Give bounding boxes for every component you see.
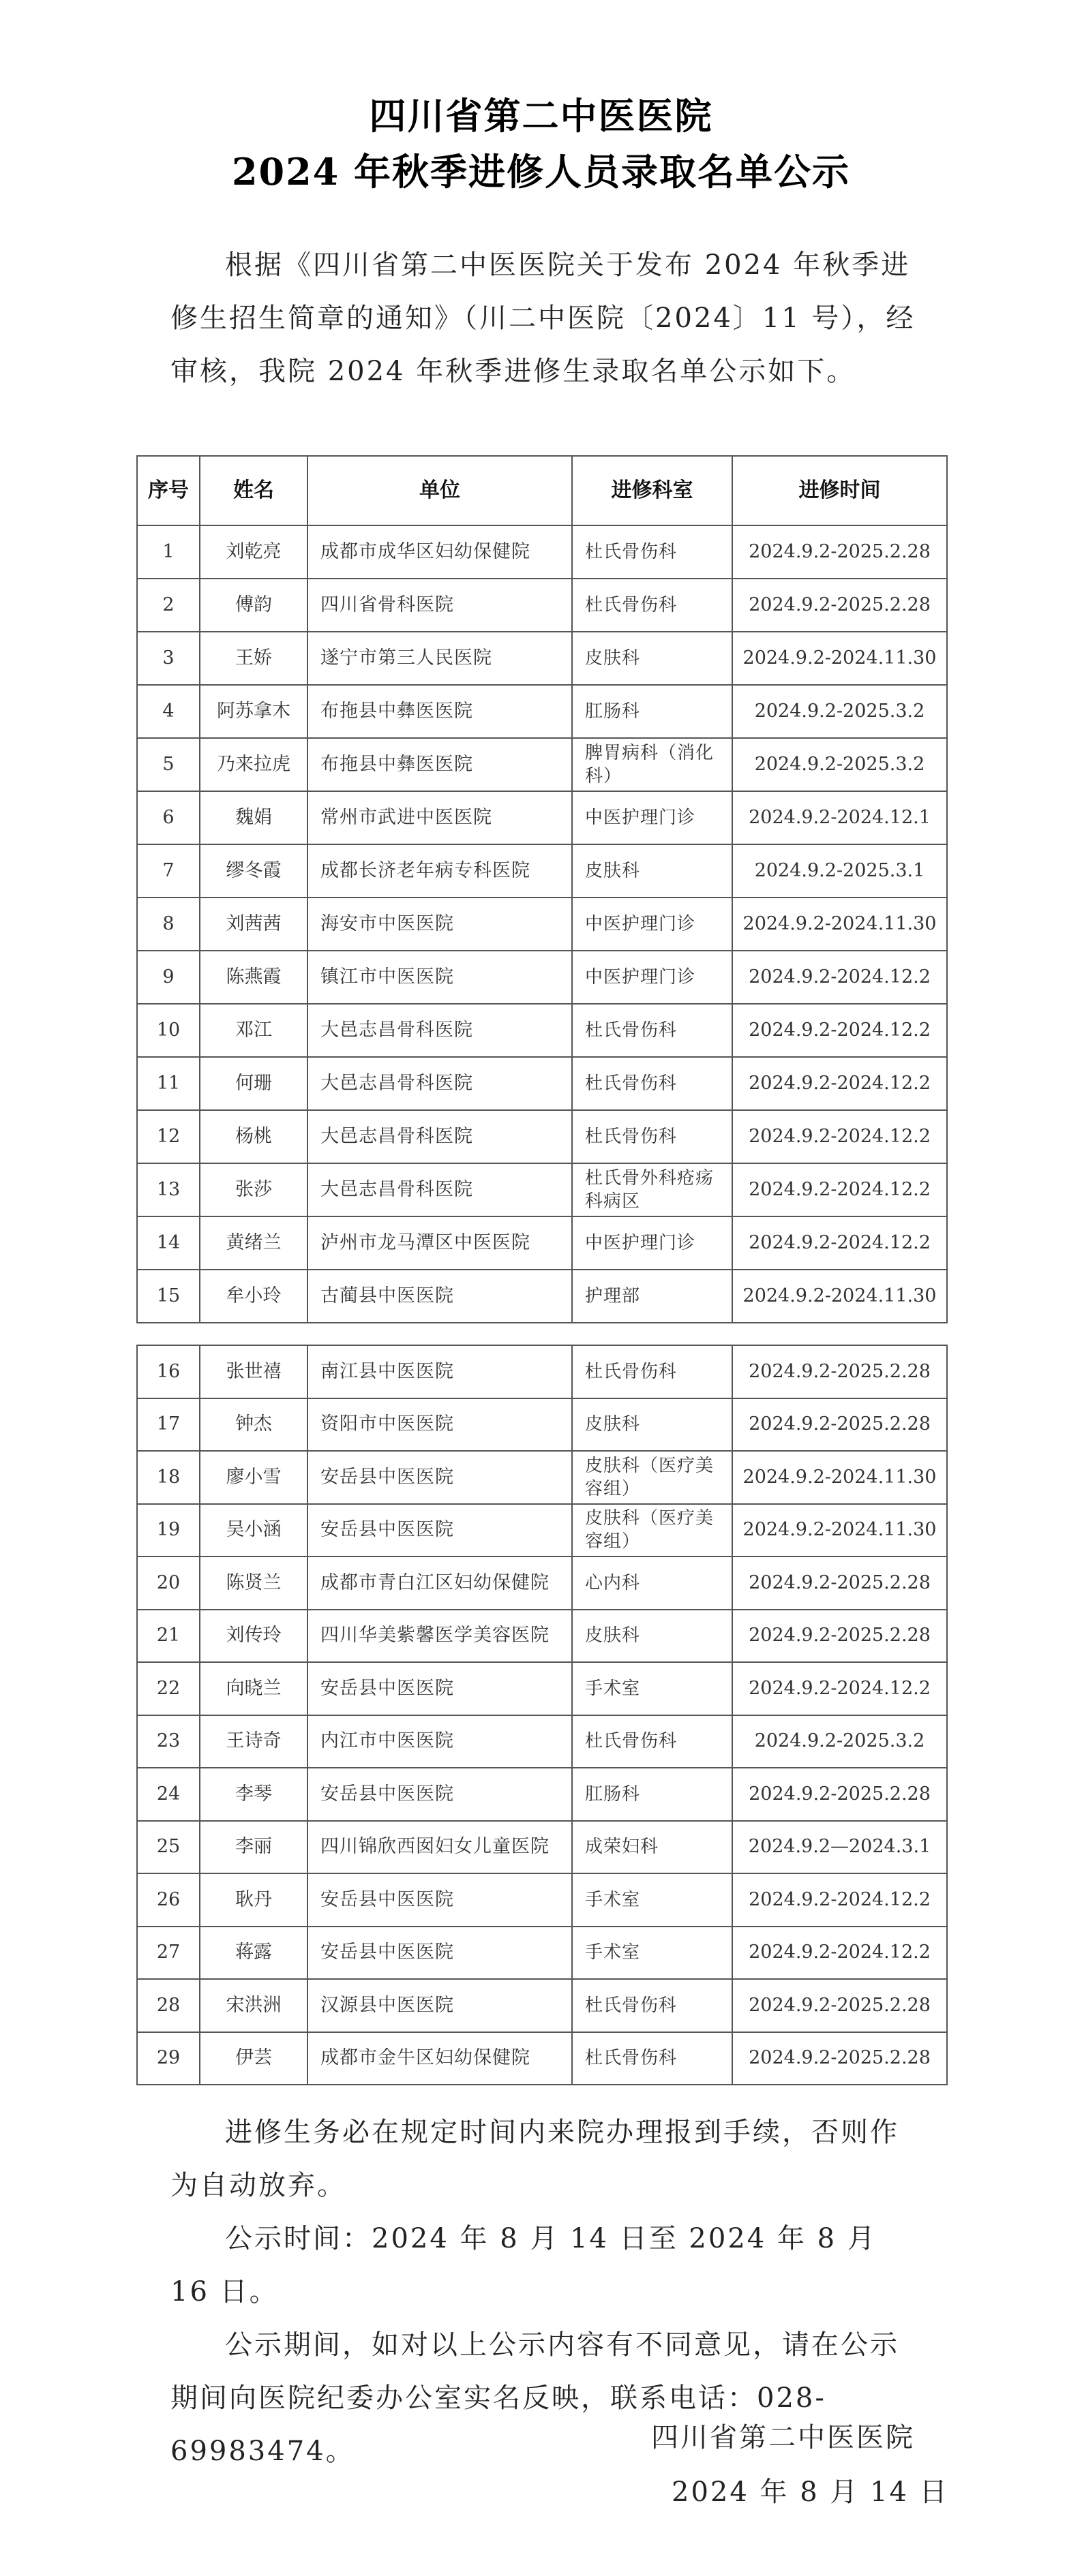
cell-name: 向晓兰 [200,1662,307,1715]
cell-name: 杨桃 [200,1110,307,1163]
cell-unit: 大邑志昌骨科医院 [307,1057,572,1110]
table-row [137,1715,947,1768]
table-row [137,1216,947,1270]
cell-period: 2024.9.2-2024.11.30 [732,1270,947,1323]
cell-name: 伊芸 [200,2032,307,2085]
cell-period: 2024.9.2-2025.3.2 [732,738,947,791]
table-row [137,685,947,738]
table-row [137,632,947,685]
cell-department: 中医护理门诊 [572,1216,732,1270]
table-row [137,1163,947,1216]
roster-body-part1 [137,525,947,1323]
cell-index: 29 [137,2032,200,2085]
cell-department: 杜氏骨伤科 [572,1345,732,1398]
cell-unit: 遂宁市第三人民医院 [307,632,572,685]
signature-org: 四川省第二中医医院 [651,2422,915,2453]
cell-period: 2024.9.2-2024.12.2 [732,1110,947,1163]
cell-department: 中医护理门诊 [572,898,732,951]
table-row [137,1110,947,1163]
note-report: 进修生务必在规定时间内来院办理报到手续，否则作为自动放弃。 [170,2117,899,2201]
cell-name: 宋洪洲 [200,1979,307,2032]
roster-body-part2 [137,1345,947,2085]
cell-period: 2024.9.2-2024.11.30 [732,1451,947,1504]
cell-index: 15 [137,1270,200,1323]
cell-index: 4 [137,685,200,738]
cell-period: 2024.9.2-2024.12.2 [732,1662,947,1715]
table-row [137,525,947,579]
cell-unit: 安岳县中医医院 [307,1873,572,1927]
cell-unit: 资阳市中医医院 [307,1398,572,1452]
cell-name: 乃来拉虎 [200,738,307,791]
cell-department: 手术室 [572,1927,732,1980]
cell-period: 2024.9.2-2025.2.28 [732,525,947,579]
table-row [137,1057,947,1110]
cell-unit: 安岳县中医医院 [307,1662,572,1715]
col-header-period: 进修时间 [732,456,947,525]
cell-unit: 安岳县中医医院 [307,1768,572,1821]
cell-period: 2024.9.2-2025.2.28 [732,1398,947,1452]
cell-unit: 大邑志昌骨科医院 [307,1004,572,1057]
table-row [137,1821,947,1874]
roster-table-part1 [136,455,948,1323]
cell-name: 陈燕霞 [200,951,307,1004]
table-row [137,1873,947,1927]
title-line-2: 2024 年秋季进修人员录取名单公示 [231,150,851,194]
cell-name: 张世禧 [200,1345,307,1398]
table-row [137,1662,947,1715]
table-row [137,579,947,632]
cell-index: 20 [137,1557,200,1610]
cell-unit: 四川锦欣西囡妇女儿童医院 [307,1821,572,1874]
table-row [137,951,947,1004]
cell-period: 2024.9.2-2024.11.30 [732,1504,947,1557]
cell-period: 2024.9.2-2024.12.2 [732,1873,947,1927]
cell-period: 2024.9.2-2025.2.28 [732,1768,947,1821]
cell-department: 护理部 [572,1270,732,1323]
cell-period: 2024.9.2-2025.2.28 [732,1557,947,1610]
table-row [137,738,947,791]
cell-period: 2024.9.2-2024.11.30 [732,898,947,951]
cell-department: 杜氏骨伤科 [572,1110,732,1163]
table-row [137,844,947,898]
cell-period: 2024.9.2-2025.2.28 [732,1345,947,1398]
cell-name: 黄绪兰 [200,1216,307,1270]
cell-index: 16 [137,1345,200,1398]
cell-index: 17 [137,1398,200,1452]
cell-name: 钟杰 [200,1398,307,1452]
cell-index: 6 [137,791,200,844]
cell-period: 2024.9.2-2025.2.28 [732,579,947,632]
cell-name: 陈贤兰 [200,1557,307,1610]
cell-department: 肛肠科 [572,1768,732,1821]
col-header-name: 姓名 [200,456,307,525]
col-header-unit: 单位 [307,456,572,525]
cell-index: 19 [137,1504,200,1557]
cell-name: 魏娟 [200,791,307,844]
cell-unit: 安岳县中医医院 [307,1927,572,1980]
cell-name: 刘传玲 [200,1610,307,1663]
cell-period: 2024.9.2-2024.12.2 [732,1163,947,1216]
cell-index: 14 [137,1216,200,1270]
table-row [137,1768,947,1821]
table-row [137,1504,947,1557]
cell-period: 2024.9.2-2024.12.1 [732,791,947,844]
cell-unit: 四川省骨科医院 [307,579,572,632]
cell-index: 23 [137,1715,200,1768]
cell-name: 李丽 [200,1821,307,1874]
table-row [137,1610,947,1663]
cell-department: 成荣妇科 [572,1821,732,1874]
cell-period: 2024.9.2-2025.2.28 [732,2032,947,2085]
cell-index: 18 [137,1451,200,1504]
cell-name: 张莎 [200,1163,307,1216]
cell-index: 5 [137,738,200,791]
cell-period: 2024.9.2-2025.3.1 [732,844,947,898]
cell-name: 邓江 [200,1004,307,1057]
cell-unit: 安岳县中医医院 [307,1504,572,1557]
cell-period: 2024.9.2-2025.3.2 [732,685,947,738]
table-header-row [137,456,947,525]
cell-department: 皮肤科 [572,844,732,898]
cell-name: 廖小雪 [200,1451,307,1504]
cell-index: 28 [137,1979,200,2032]
table-row [137,1004,947,1057]
cell-index: 22 [137,1662,200,1715]
cell-department: 肛肠科 [572,685,732,738]
roster-table-part2 [136,1345,948,2085]
cell-index: 13 [137,1163,200,1216]
cell-unit: 成都市成华区妇幼保健院 [307,525,572,579]
cell-index: 1 [137,525,200,579]
cell-department: 皮肤科（医疗美容组） [572,1451,732,1504]
cell-name: 蒋露 [200,1927,307,1980]
cell-department: 杜氏骨伤科 [572,1057,732,1110]
cell-department: 杜氏骨伤科 [572,2032,732,2085]
cell-period: 2024.9.2—2024.3.1 [732,1821,947,1874]
table-row [137,1927,947,1980]
table-row [137,898,947,951]
cell-period: 2024.9.2-2024.11.30 [732,632,947,685]
cell-index: 11 [137,1057,200,1110]
note-objection: 公示期间，如对以上公示内容有不同意见，请在公示期间向医院纪委办公室实名反映，联系电话：028-69983474。 [170,2329,899,2467]
cell-name: 李琴 [200,1768,307,1821]
cell-name: 刘茜茜 [200,898,307,951]
cell-unit: 汉源县中医医院 [307,1979,572,2032]
cell-unit: 内江市中医医院 [307,1715,572,1768]
cell-index: 3 [137,632,200,685]
cell-department: 皮肤科 [572,1398,732,1452]
cell-unit: 常州市武进中医医院 [307,791,572,844]
cell-index: 7 [137,844,200,898]
cell-name: 何珊 [200,1057,307,1110]
intro-text: 根据《四川省第二中医医院关于发布 2024 年秋季进修生招生简章的通知》（川二中医院〔2024〕11 号），经审核，我院 2024 年秋季进修生录取名单公示如下。 [170,249,916,387]
cell-name: 傅韵 [200,579,307,632]
table-row [137,791,947,844]
table-row [137,1270,947,1323]
cell-department: 杜氏骨伤科 [572,1004,732,1057]
cell-unit: 四川华美紫馨医学美容医院 [307,1610,572,1663]
cell-department: 脾胃病科（消化科） [572,738,732,791]
cell-unit: 泸州市龙马潭区中医医院 [307,1216,572,1270]
table-row [137,1451,947,1504]
signature-date: 2024 年 8 月 14 日 [672,2477,949,2508]
title-line-1: 四川省第二中医医院 [369,94,713,138]
cell-unit: 南江县中医医院 [307,1345,572,1398]
cell-name: 吴小涵 [200,1504,307,1557]
col-header-department: 进修科室 [572,456,732,525]
cell-unit: 镇江市中医医院 [307,951,572,1004]
cell-period: 2024.9.2-2024.12.2 [732,951,947,1004]
cell-index: 25 [137,1821,200,1874]
cell-unit: 安岳县中医医院 [307,1451,572,1504]
cell-name: 耿丹 [200,1873,307,1927]
cell-unit: 成都市青白江区妇幼保健院 [307,1557,572,1610]
cell-name: 刘乾亮 [200,525,307,579]
table-row [137,1398,947,1452]
table-row [137,1979,947,2032]
cell-index: 2 [137,579,200,632]
cell-period: 2024.9.2-2024.12.2 [732,1057,947,1110]
cell-index: 10 [137,1004,200,1057]
cell-department: 心内科 [572,1557,732,1610]
cell-unit: 古蔺县中医医院 [307,1270,572,1323]
table-row [137,1345,947,1398]
cell-unit: 大邑志昌骨科医院 [307,1110,572,1163]
cell-unit: 海安市中医医院 [307,898,572,951]
cell-unit: 成都长济老年病专科医院 [307,844,572,898]
cell-period: 2024.9.2-2024.12.2 [732,1004,947,1057]
cell-department: 杜氏骨伤科 [572,579,732,632]
cell-department: 中医护理门诊 [572,791,732,844]
cell-period: 2024.9.2-2025.2.28 [732,1979,947,2032]
cell-department: 皮肤科 [572,632,732,685]
cell-period: 2024.9.2-2024.12.2 [732,1927,947,1980]
cell-name: 牟小玲 [200,1270,307,1323]
cell-department: 手术室 [572,1662,732,1715]
cell-department: 杜氏骨伤科 [572,525,732,579]
cell-index: 27 [137,1927,200,1980]
cell-department: 中医护理门诊 [572,951,732,1004]
table-row [137,2032,947,2085]
cell-period: 2024.9.2-2024.12.2 [732,1216,947,1270]
cell-unit: 布拖县中彝医医院 [307,738,572,791]
cell-name: 王娇 [200,632,307,685]
cell-department: 杜氏骨伤科 [572,1979,732,2032]
cell-index: 24 [137,1768,200,1821]
cell-name: 王诗奇 [200,1715,307,1768]
table-row [137,1557,947,1610]
cell-name: 缪冬霞 [200,844,307,898]
cell-index: 12 [137,1110,200,1163]
cell-index: 9 [137,951,200,1004]
cell-unit: 成都市金牛区妇幼保健院 [307,2032,572,2085]
cell-department: 杜氏骨外科疮疡科病区 [572,1163,732,1216]
cell-unit: 大邑志昌骨科医院 [307,1163,572,1216]
cell-department: 手术室 [572,1873,732,1927]
cell-index: 8 [137,898,200,951]
cell-index: 26 [137,1873,200,1927]
cell-period: 2024.9.2-2025.3.2 [732,1715,947,1768]
cell-name: 阿苏拿木 [200,685,307,738]
cell-department: 皮肤科（医疗美容组） [572,1504,732,1557]
intro-paragraph [170,239,920,398]
note-period: 公示时间：2024 年 8 月 14 日至 2024 年 8 月 16 日。 [170,2223,877,2307]
cell-department: 杜氏骨伤科 [572,1715,732,1768]
col-header-index: 序号 [137,456,200,525]
cell-index: 21 [137,1610,200,1663]
cell-period: 2024.9.2-2025.2.28 [732,1610,947,1663]
cell-department: 皮肤科 [572,1610,732,1663]
cell-unit: 布拖县中彝医医院 [307,685,572,738]
